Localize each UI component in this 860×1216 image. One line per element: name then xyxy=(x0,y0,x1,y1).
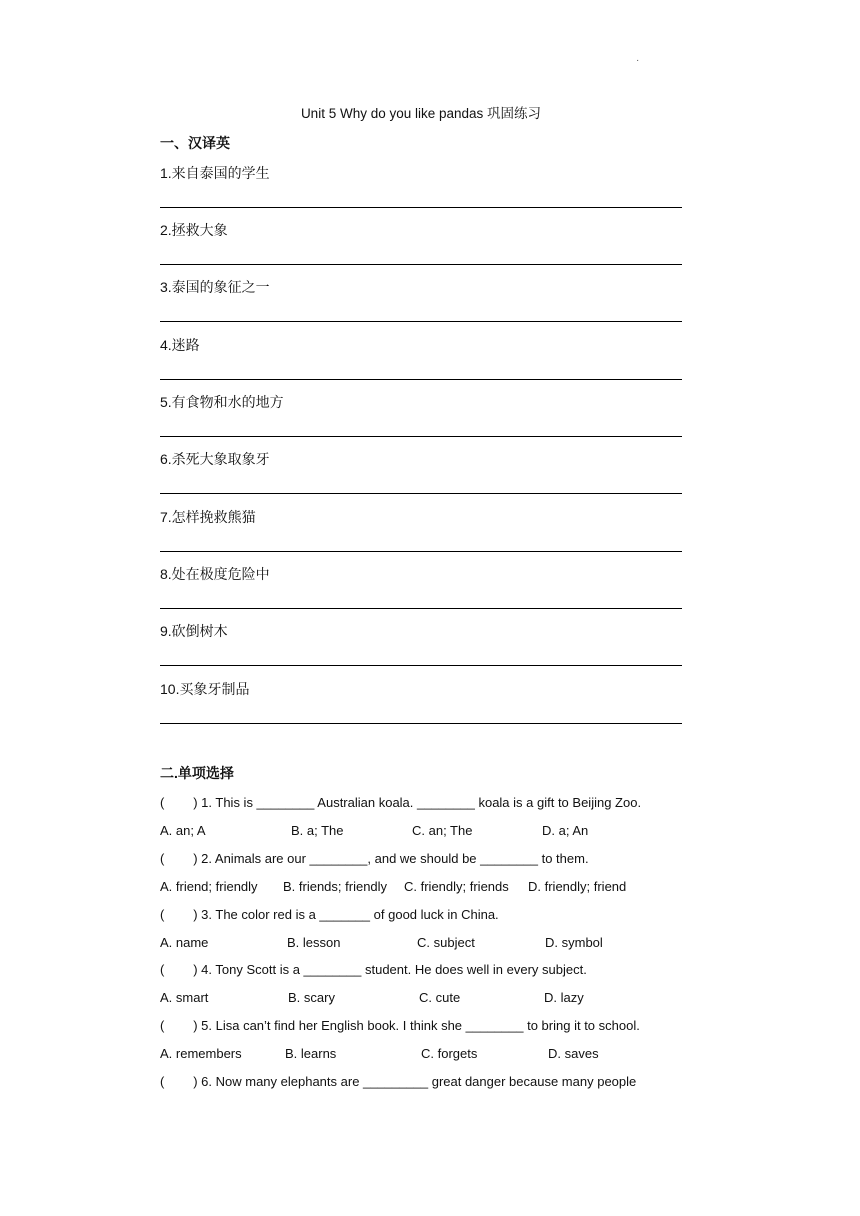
translation-prompt: 10.买象牙制品 xyxy=(160,681,250,697)
option-d[interactable]: D. symbol xyxy=(545,935,603,950)
answer-line[interactable] xyxy=(160,379,682,380)
question-stem: ( ) 3. The color red is a _______ of good luck in China. xyxy=(160,907,499,922)
option-d[interactable]: D. lazy xyxy=(544,990,584,1005)
answer-line[interactable] xyxy=(160,436,682,437)
option-row xyxy=(160,878,720,896)
option-b[interactable]: B. scary xyxy=(288,990,335,1005)
translation-prompt: 8.处在极度危险中 xyxy=(160,566,270,582)
question-stem: ( ) 5. Lisa can’t find her English book. I think she ________ to bring it to school. xyxy=(160,1018,640,1033)
option-c[interactable]: C. friendly; friends xyxy=(404,879,509,894)
question-stem: ( ) 6. Now many elephants are _________ great danger because many people xyxy=(160,1074,637,1089)
answer-line[interactable] xyxy=(160,723,682,724)
translation-item xyxy=(160,449,682,506)
option-c[interactable]: C. cute xyxy=(419,990,461,1005)
option-row xyxy=(160,934,720,952)
translation-prompt: 2.拯救大象 xyxy=(160,222,228,238)
translation-prompt: 5.有食物和水的地方 xyxy=(160,394,284,410)
option-a[interactable]: A. smart xyxy=(160,990,209,1005)
question-stem: ( ) 2. Animals are our ________, and we should be ________ to them. xyxy=(160,851,589,866)
translation-item xyxy=(160,220,682,277)
translation-item xyxy=(160,392,682,449)
option-a[interactable]: A. friend; friendly xyxy=(160,879,258,894)
translation-prompt: 9.砍倒树木 xyxy=(160,623,228,639)
option-b[interactable]: B. friends; friendly xyxy=(283,879,388,894)
answer-line[interactable] xyxy=(160,321,682,322)
option-a[interactable]: A. name xyxy=(160,935,209,950)
answer-line[interactable] xyxy=(160,207,682,208)
header-mark: · xyxy=(636,55,640,66)
option-d[interactable]: D. a; An xyxy=(542,823,589,838)
worksheet-title: Unit 5 Why do you like pandas 巩固练习 xyxy=(300,106,542,121)
translation-prompt: 6.杀死大象取象牙 xyxy=(160,451,270,467)
translation-item xyxy=(160,621,682,678)
translation-item xyxy=(160,163,682,220)
option-c[interactable]: C. forgets xyxy=(421,1046,478,1061)
option-a[interactable]: A. an; A xyxy=(160,823,206,838)
question-stem: ( ) 4. Tony Scott is a ________ student. He does well in every subject. xyxy=(160,962,587,977)
translation-prompt: 1.来自泰国的学生 xyxy=(160,165,270,181)
translation-item xyxy=(160,679,682,736)
translation-item xyxy=(160,277,682,334)
translation-item xyxy=(160,564,682,621)
option-b[interactable]: B. lesson xyxy=(287,935,341,950)
translation-item xyxy=(160,335,682,392)
translation-item xyxy=(160,507,682,564)
section-heading-translation: 一、汉译英 xyxy=(160,135,230,151)
answer-line[interactable] xyxy=(160,551,682,552)
translation-prompt: 4.迷路 xyxy=(160,337,200,353)
option-a[interactable]: A. remembers xyxy=(160,1046,242,1061)
option-b[interactable]: B. learns xyxy=(285,1046,337,1061)
answer-line[interactable] xyxy=(160,665,682,666)
option-c[interactable]: C. subject xyxy=(417,935,475,950)
answer-line[interactable] xyxy=(160,493,682,494)
question-stem: ( ) 1. This is ________ Australian koala. ________ koala is a gift to Beijing Zoo. xyxy=(160,795,642,810)
option-row xyxy=(160,989,720,1007)
option-d[interactable]: D. saves xyxy=(548,1046,599,1061)
section-heading-multiple-choice: 二.单项选择 xyxy=(160,765,234,781)
answer-line[interactable] xyxy=(160,608,682,609)
answer-line[interactable] xyxy=(160,264,682,265)
option-d[interactable]: D. friendly; friend xyxy=(528,879,627,894)
option-b[interactable]: B. a; The xyxy=(291,823,344,838)
option-row xyxy=(160,822,720,840)
translation-prompt: 7.怎样挽救熊猫 xyxy=(160,509,256,525)
option-c[interactable]: C. an; The xyxy=(412,823,473,838)
option-row xyxy=(160,1045,720,1063)
translation-prompt: 3.泰国的象征之一 xyxy=(160,279,270,295)
